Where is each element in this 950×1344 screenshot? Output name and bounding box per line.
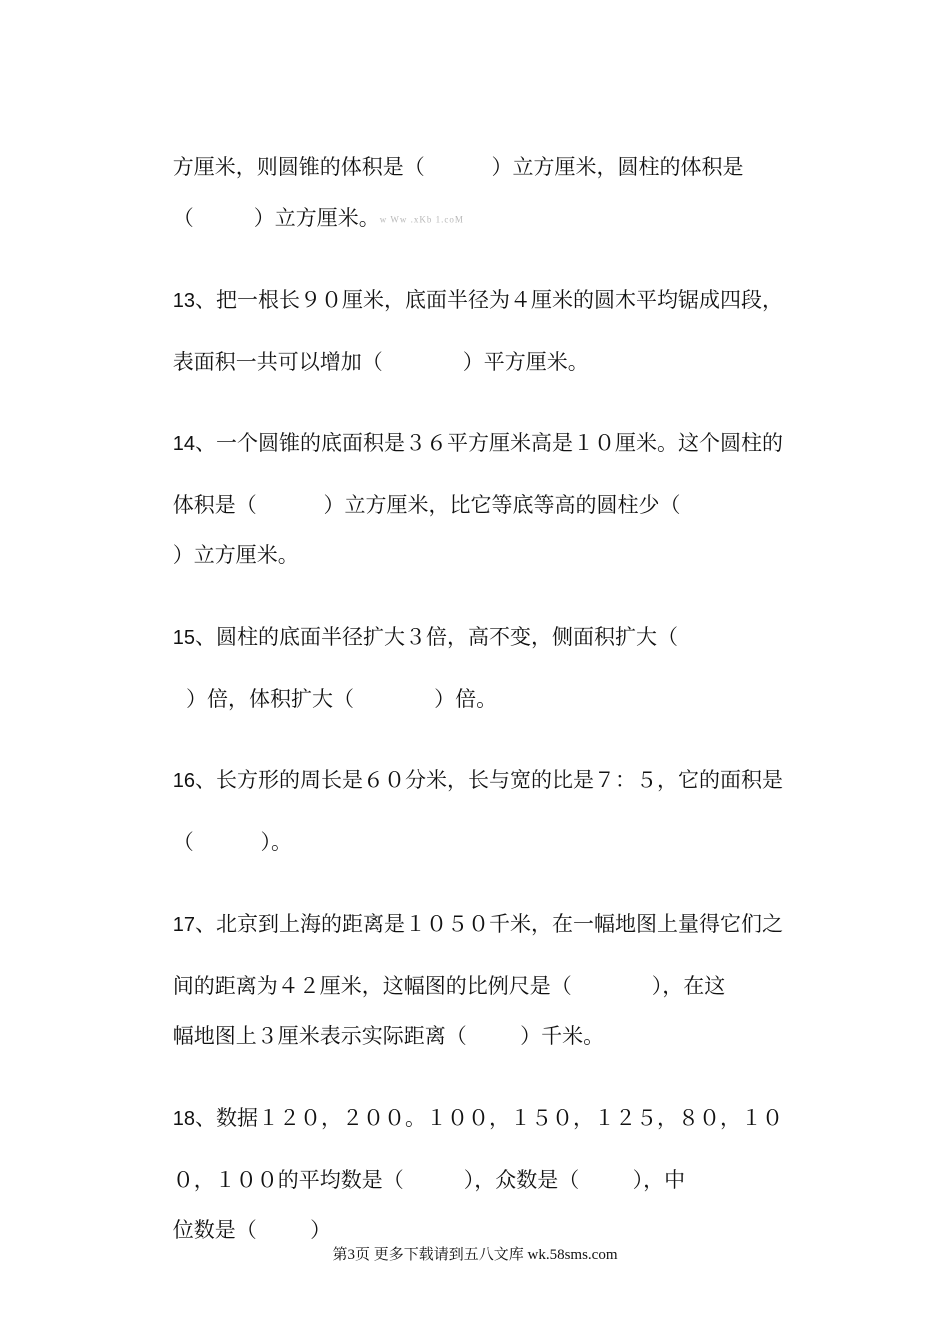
text-line [146, 654, 800, 744]
line-text: （ ）。 [172, 830, 292, 854]
line-text: 、北京到上海的距离是１０５０千米，在一幅地图上量得它们之 [194, 912, 783, 936]
line-text: 幅地图上３厘米表示实际距离（ ）千米。 [172, 1024, 605, 1048]
question-number: 18 [172, 1108, 195, 1130]
text-line [146, 317, 800, 407]
question-number: 17 [172, 914, 195, 936]
question-number: 14 [172, 433, 195, 455]
line-text: （ ）立方厘米。 [172, 206, 380, 230]
question-number: 13 [172, 290, 195, 312]
line-text: 、长方形的周长是６０分米，长与宽的比是７：５，它的面积是 [194, 768, 783, 792]
text-line [146, 510, 800, 600]
line-text: 、一个圆锥的底面积是３６平方厘米高是１０厘米。这个圆柱的 [194, 431, 783, 455]
line-text: 、把一根长９０厘米，底面半径为４厘米的圆木平均锯成四段， [194, 288, 783, 312]
line-text: ０，１００的平均数是（ ），众数是（ ），中 [172, 1168, 686, 1192]
line-text: 方厘米，则圆锥的体积是（ ）立方厘米，圆柱的体积是 [172, 155, 744, 179]
line-text: 、圆柱的底面半径扩大３倍，高不变，侧面积扩大（ [194, 625, 678, 649]
line-text: 体积是（ ）立方厘米，比它等底等高的圆柱少（ [172, 493, 681, 517]
question-number: 16 [172, 770, 195, 792]
line-text: 间的距离为４２厘米，这幅图的比例尺是（ ），在这 [172, 974, 726, 998]
question-number: 15 [172, 627, 195, 649]
line-text: 位数是（ ） [172, 1218, 332, 1242]
line-text: 、数据１２０，２００。１００，１５０，１２５，８０，１０ [194, 1106, 783, 1130]
line-text: ）倍，体积扩大（ ）倍。 [172, 687, 498, 711]
text-line [146, 991, 800, 1081]
page-footer: 第3页 更多下载请到五八文库 wk.58sms.com [332, 1247, 618, 1263]
text-line [146, 173, 800, 265]
line-text: 表面积一共可以增加（ ）平方厘米。 [172, 350, 589, 374]
watermark: w Ww .xKb 1.coM [379, 214, 464, 225]
line-text: ）立方厘米。 [172, 543, 299, 567]
text-line [146, 797, 800, 887]
